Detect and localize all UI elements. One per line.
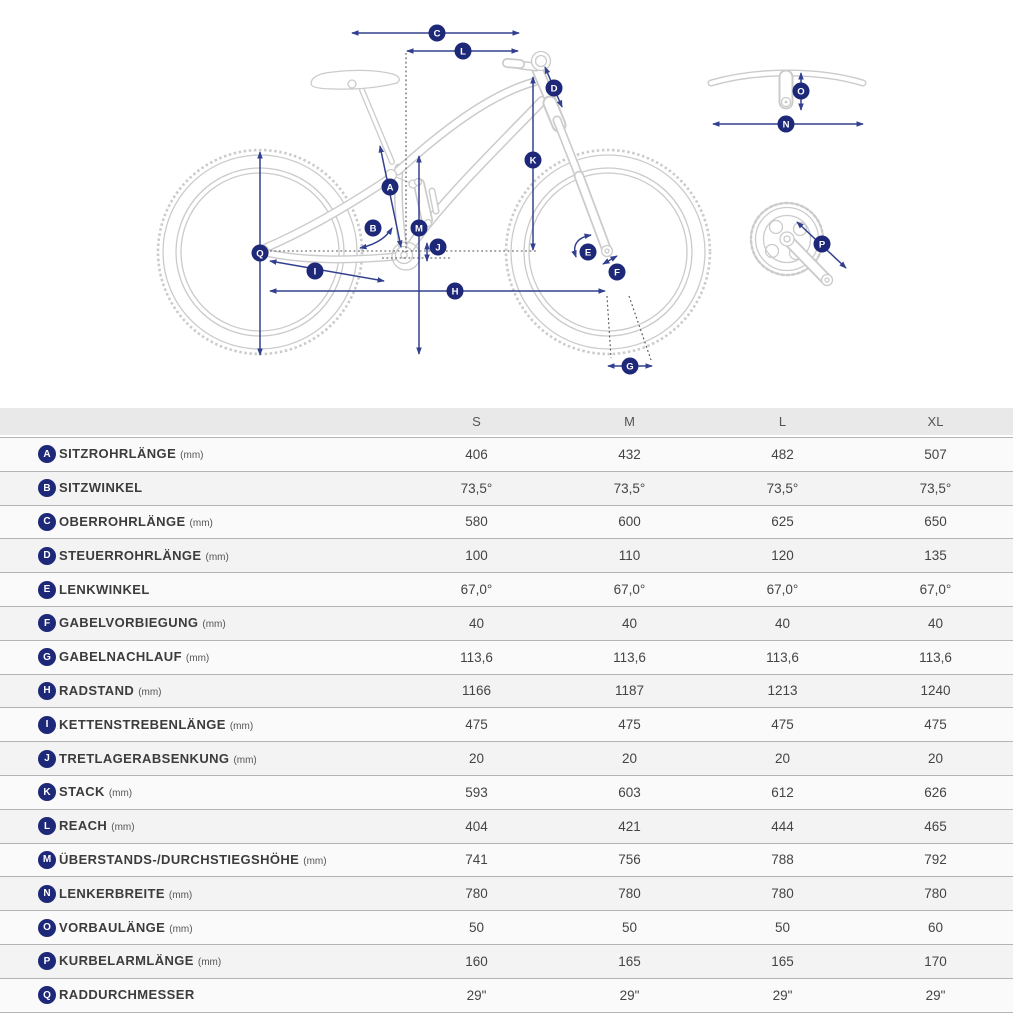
diagram-marker-F bbox=[609, 264, 626, 281]
row-label-cell bbox=[59, 817, 400, 835]
row-value-m: 29" bbox=[619, 987, 640, 1003]
row-unit: (mm) bbox=[168, 889, 193, 901]
svg-text:J: J bbox=[435, 242, 441, 254]
geometry-row bbox=[0, 809, 1013, 843]
row-value-l: 165 bbox=[771, 953, 794, 969]
svg-text:O: O bbox=[797, 86, 805, 98]
size-col-xl: XL bbox=[927, 414, 944, 429]
diagram-marker-K bbox=[525, 152, 542, 169]
row-value-xl: 113,6 bbox=[919, 649, 952, 665]
row-label-cell bbox=[59, 648, 400, 666]
row-value-s: 113,6 bbox=[460, 649, 493, 665]
row-value-xl: 465 bbox=[924, 818, 947, 834]
row-label: KETTENSTREBENLÄNGE bbox=[59, 716, 226, 732]
row-label: RADSTAND bbox=[59, 682, 135, 698]
row-letter-badge: A bbox=[38, 445, 56, 463]
row-unit: (mm) bbox=[108, 788, 133, 800]
geometry-table-body bbox=[0, 437, 1013, 1012]
row-value-s: 404 bbox=[465, 818, 488, 834]
row-unit: (mm) bbox=[233, 754, 257, 766]
row-value-m: 165 bbox=[618, 953, 641, 969]
row-value-xl: 650 bbox=[924, 514, 947, 530]
bike-line-art bbox=[158, 52, 863, 355]
row-unit: (mm) bbox=[197, 957, 222, 969]
row-letter-badge: L bbox=[38, 817, 56, 835]
geometry-row bbox=[0, 505, 1013, 539]
row-value-s: 40 bbox=[468, 615, 485, 631]
measure-arrow-I bbox=[270, 261, 384, 281]
row-letter-cell bbox=[0, 547, 59, 565]
row-value-xl: 60 bbox=[927, 920, 944, 936]
row-value-m: 50 bbox=[621, 920, 638, 936]
row-value-l: 475 bbox=[771, 717, 794, 733]
row-label-cell bbox=[59, 614, 400, 632]
row-value-s: 593 bbox=[465, 784, 488, 800]
svg-text:F: F bbox=[614, 267, 620, 279]
geometry-row bbox=[0, 707, 1013, 741]
size-col-l: L bbox=[778, 414, 787, 429]
row-letter-cell bbox=[0, 716, 59, 734]
diagram-marker-B bbox=[365, 220, 382, 237]
saddle-icon bbox=[311, 70, 399, 89]
diagram-marker-A bbox=[382, 179, 399, 196]
row-value-l: 444 bbox=[771, 818, 794, 834]
geometry-table bbox=[0, 408, 1013, 1013]
row-value-s: 406 bbox=[465, 446, 488, 462]
row-value-m: 20 bbox=[621, 751, 638, 767]
diagram-marker-I bbox=[307, 263, 324, 280]
row-letter-cell bbox=[0, 682, 59, 700]
row-label-cell bbox=[59, 513, 400, 531]
row-unit: (mm) bbox=[180, 450, 204, 462]
row-value-l: 40 bbox=[774, 615, 791, 631]
row-label-cell bbox=[59, 952, 400, 970]
row-label-cell bbox=[59, 547, 400, 565]
row-value-m: 1187 bbox=[614, 683, 645, 699]
row-value-l: 50 bbox=[774, 920, 791, 936]
row-label-cell bbox=[59, 885, 400, 903]
row-label-cell bbox=[59, 851, 400, 869]
row-label: TRETLAGERABSENKUNG bbox=[59, 750, 230, 766]
size-col-s: S bbox=[472, 414, 481, 429]
row-value-m: 113,6 bbox=[613, 649, 646, 665]
row-value-l: 67,0° bbox=[766, 582, 799, 598]
diagram-marker-L bbox=[455, 43, 472, 60]
row-unit: (mm) bbox=[111, 822, 135, 834]
row-value-s: 741 bbox=[465, 852, 488, 868]
svg-text:K: K bbox=[529, 155, 537, 167]
row-value-s: 100 bbox=[465, 548, 488, 564]
row-label-cell bbox=[59, 783, 400, 801]
row-value-l: 120 bbox=[771, 548, 794, 564]
row-value-s: 29" bbox=[466, 987, 487, 1003]
row-value-s: 160 bbox=[465, 953, 488, 969]
row-unit: (mm) bbox=[229, 720, 254, 732]
row-label-cell bbox=[59, 581, 400, 599]
svg-text:D: D bbox=[550, 83, 558, 95]
row-letter-cell bbox=[0, 817, 59, 835]
row-label: GABELVORBIEGUNG bbox=[59, 615, 199, 631]
row-value-s: 475 bbox=[465, 717, 488, 733]
row-letter-badge: B bbox=[38, 479, 56, 497]
row-label: LENKERBREITE bbox=[59, 885, 165, 901]
row-value-m: 73,5° bbox=[613, 480, 646, 496]
row-value-xl: 170 bbox=[924, 953, 947, 969]
row-value-m: 421 bbox=[618, 818, 641, 834]
geometry-row bbox=[0, 741, 1013, 775]
row-label-cell bbox=[59, 716, 400, 734]
geometry-row bbox=[0, 471, 1013, 505]
row-unit: (mm) bbox=[205, 551, 229, 563]
geometry-row bbox=[0, 606, 1013, 640]
row-unit: (mm) bbox=[303, 855, 327, 867]
row-letter-badge: F bbox=[38, 614, 56, 632]
row-letter-badge: K bbox=[38, 783, 56, 801]
row-value-s: 73,5° bbox=[460, 480, 493, 496]
row-value-xl: 29" bbox=[925, 987, 946, 1003]
row-value-m: 780 bbox=[618, 886, 641, 902]
diagram-marker-D bbox=[546, 80, 563, 97]
bike-geometry-svg bbox=[0, 0, 1013, 408]
row-value-m: 600 bbox=[618, 514, 641, 530]
svg-text:C: C bbox=[433, 28, 441, 40]
size-col-m: M bbox=[624, 414, 635, 429]
row-unit: (mm) bbox=[185, 653, 210, 665]
row-value-l: 625 bbox=[771, 514, 794, 530]
row-value-xl: 780 bbox=[924, 886, 947, 902]
size-header-row bbox=[0, 408, 1013, 435]
row-value-l: 482 bbox=[771, 446, 794, 462]
row-value-xl: 792 bbox=[924, 852, 947, 868]
row-letter-cell bbox=[0, 952, 59, 970]
row-value-xl: 135 bbox=[924, 548, 947, 564]
row-value-l: 612 bbox=[771, 784, 794, 800]
diagram-marker-M bbox=[411, 220, 428, 237]
row-value-l: 73,5° bbox=[766, 480, 799, 496]
row-unit: (mm) bbox=[189, 517, 213, 529]
geometry-row bbox=[0, 910, 1013, 944]
geometry-row bbox=[0, 876, 1013, 910]
row-label-cell bbox=[59, 919, 400, 937]
diagram-marker-E bbox=[580, 244, 597, 261]
row-label-cell bbox=[59, 986, 400, 1004]
row-letter-badge: P bbox=[38, 952, 56, 970]
row-value-m: 67,0° bbox=[613, 582, 646, 598]
row-value-l: 780 bbox=[771, 886, 794, 902]
geometry-row bbox=[0, 978, 1013, 1012]
row-value-xl: 1240 bbox=[920, 683, 951, 699]
row-letter-badge: J bbox=[38, 750, 56, 768]
row-label: STACK bbox=[59, 784, 105, 800]
row-value-l: 1213 bbox=[767, 683, 798, 699]
geometry-row bbox=[0, 640, 1013, 674]
row-value-m: 756 bbox=[618, 852, 641, 868]
row-value-s: 20 bbox=[468, 751, 485, 767]
row-label: SITZROHRLÄNGE bbox=[59, 446, 177, 462]
bike-geometry-diagram bbox=[0, 0, 1013, 408]
row-letter-cell bbox=[0, 986, 59, 1004]
diagram-marker-G bbox=[622, 358, 639, 375]
row-letter-cell bbox=[0, 581, 59, 599]
diagram-marker-O bbox=[793, 83, 810, 100]
row-letter-badge: E bbox=[38, 581, 56, 599]
row-label: OBERROHRLÄNGE bbox=[59, 513, 186, 529]
geometry-row bbox=[0, 572, 1013, 606]
row-label: KURBELARMLÄNGE bbox=[59, 953, 194, 969]
row-label: GABELNACHLAUF bbox=[59, 649, 182, 665]
row-value-l: 29" bbox=[772, 987, 793, 1003]
row-value-xl: 40 bbox=[927, 615, 944, 631]
geometry-row bbox=[0, 538, 1013, 572]
row-value-m: 432 bbox=[618, 446, 641, 462]
svg-text:Q: Q bbox=[256, 248, 264, 260]
diagram-marker-C bbox=[429, 25, 446, 42]
svg-text:P: P bbox=[818, 239, 826, 251]
row-label: ÜBERSTANDS-/DURCHSTIEGSHÖHE bbox=[59, 851, 300, 867]
row-letter-cell bbox=[0, 614, 59, 632]
geometry-row bbox=[0, 944, 1013, 978]
row-letter-badge: M bbox=[38, 851, 56, 869]
row-letter-cell bbox=[0, 919, 59, 937]
row-value-s: 67,0° bbox=[460, 582, 493, 598]
geometry-row bbox=[0, 437, 1013, 471]
row-unit: (mm) bbox=[169, 923, 193, 935]
diagram-marker-Q bbox=[252, 245, 269, 262]
row-label: RADDURCHMESSER bbox=[59, 987, 195, 1003]
row-letter-badge: C bbox=[38, 513, 56, 531]
row-value-xl: 626 bbox=[924, 784, 947, 800]
row-letter-cell bbox=[0, 885, 59, 903]
svg-text:E: E bbox=[584, 247, 592, 259]
row-letter-badge: N bbox=[38, 885, 56, 903]
svg-text:G: G bbox=[626, 361, 634, 373]
row-label: REACH bbox=[59, 818, 108, 834]
row-letter-cell bbox=[0, 648, 59, 666]
row-unit: (mm) bbox=[202, 619, 226, 631]
row-value-s: 580 bbox=[465, 514, 488, 530]
diagram-marker-P bbox=[814, 236, 831, 253]
diagram-marker-J bbox=[430, 239, 447, 256]
row-letter-cell bbox=[0, 783, 59, 801]
row-value-m: 40 bbox=[621, 615, 638, 631]
row-letter-badge: G bbox=[38, 648, 56, 666]
svg-text:N: N bbox=[782, 119, 790, 131]
row-letter-badge: I bbox=[38, 716, 56, 734]
svg-text:B: B bbox=[369, 223, 377, 235]
row-label: SITZWINKEL bbox=[59, 480, 143, 496]
row-unit: (mm) bbox=[138, 686, 162, 698]
row-value-xl: 507 bbox=[924, 446, 947, 462]
measure-arrow-F bbox=[603, 256, 617, 264]
row-letter-badge: Q bbox=[38, 986, 56, 1004]
row-letter-cell bbox=[0, 479, 59, 497]
row-value-m: 475 bbox=[618, 717, 641, 733]
row-value-l: 788 bbox=[771, 852, 794, 868]
row-label-cell bbox=[59, 682, 400, 700]
row-letter-cell bbox=[0, 445, 59, 463]
svg-text:L: L bbox=[460, 46, 466, 58]
row-label-cell bbox=[59, 445, 400, 463]
row-value-s: 50 bbox=[468, 920, 485, 936]
diagram-marker-H bbox=[447, 283, 464, 300]
geometry-row bbox=[0, 775, 1013, 809]
svg-text:A: A bbox=[386, 182, 394, 194]
row-letter-cell bbox=[0, 513, 59, 531]
row-value-m: 603 bbox=[618, 784, 641, 800]
svg-text:I: I bbox=[313, 266, 317, 278]
row-label: STEUERROHRLÄNGE bbox=[59, 547, 202, 563]
row-label-cell bbox=[59, 750, 400, 768]
svg-text:H: H bbox=[451, 286, 459, 298]
row-letter-badge: O bbox=[38, 919, 56, 937]
row-value-l: 20 bbox=[774, 751, 791, 767]
row-value-xl: 67,0° bbox=[919, 582, 952, 598]
handlebar-icon bbox=[711, 73, 863, 107]
geometry-row bbox=[0, 843, 1013, 877]
row-value-xl: 20 bbox=[927, 751, 944, 767]
row-value-l: 113,6 bbox=[766, 649, 799, 665]
row-letter-badge: D bbox=[38, 547, 56, 565]
row-letter-cell bbox=[0, 851, 59, 869]
row-label: LENKWINKEL bbox=[59, 581, 150, 597]
svg-text:M: M bbox=[415, 223, 423, 235]
row-value-xl: 73,5° bbox=[919, 480, 952, 496]
geometry-row bbox=[0, 674, 1013, 708]
row-value-s: 780 bbox=[465, 886, 488, 902]
diagram-marker-N bbox=[778, 116, 795, 133]
row-label: VORBAULÄNGE bbox=[59, 919, 166, 935]
row-letter-cell bbox=[0, 750, 59, 768]
row-label-cell bbox=[59, 479, 400, 497]
row-value-xl: 475 bbox=[924, 717, 947, 733]
row-value-m: 110 bbox=[618, 548, 641, 564]
row-letter-badge: H bbox=[38, 682, 56, 700]
row-value-s: 1166 bbox=[461, 683, 492, 699]
